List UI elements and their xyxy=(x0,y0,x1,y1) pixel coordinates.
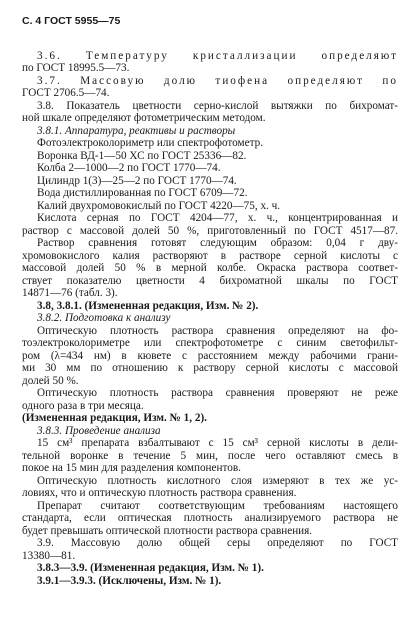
revision-note: (Измененная редакция, Изм. № 1, 2). xyxy=(22,412,207,424)
page-header: С. 4 ГОСТ 5955—75 xyxy=(22,15,121,27)
text-line: ной шкале определяют фотометрическим методом. xyxy=(22,112,266,124)
text-line: хромовокислого калия растворяют в растворе серной кислоты с xyxy=(22,250,398,262)
text-line: 13380—81. xyxy=(22,550,76,562)
text-line: ром (λ=434 нм) в кювете с расстоянием между рабочими грани- xyxy=(22,350,398,362)
text-line: Оптическую плотность кислотного слоя измеряют в тех же ус- xyxy=(37,475,398,487)
text-line: покое на 15 мин для разделения компонентов. xyxy=(22,462,241,474)
text-line: ловиях, что и оптическую плотность раствора сравнения. xyxy=(22,487,297,499)
text-line: 3.7. Массовую долю тиофена определяют по xyxy=(37,75,398,87)
revision-note: 3.8.3—3.9. (Измененная редакция, Изм. № 1). xyxy=(37,562,264,574)
section-heading: 3.8.1. Аппаратура, реактивы и растворы xyxy=(37,125,236,137)
text-line: Раствор сравнения готовят следующим образом: 0,04 г дву- xyxy=(37,237,398,249)
section-heading: 3.8.2. Подготовка к анализу xyxy=(37,312,171,324)
text-line: 3.8. Показатель цветности серно-кислой вытяжки по бихромат- xyxy=(37,100,398,112)
revision-note: 3.8, 3.8.1. (Измененная редакция, Изм. № 2). xyxy=(37,300,259,312)
text-line: по ГОСТ 18995.5—73. xyxy=(22,62,130,74)
text-line: будет превышать оптической плотности раствора сравнения. xyxy=(22,525,313,537)
text-line: 3.6. Температуру кристаллизации определяют xyxy=(37,50,398,62)
text-line: Воронка ВД-1—50 ХС по ГОСТ 25336—82. xyxy=(37,150,247,162)
text-line: 3.9. Массовую долю общей серы определяют по ГОСТ xyxy=(37,537,398,549)
text-line: Кислота серная по ГОСТ 4204—77, х. ч., концентрированная и xyxy=(37,212,398,224)
text-line: одного раза в три месяца. xyxy=(22,400,144,412)
text-line: Фотоэлектроколориметр или спектрофотометр. xyxy=(37,137,263,149)
text-line: долей 50 %. xyxy=(22,375,79,387)
section-heading: 3.8.3. Проведение анализа xyxy=(37,425,161,437)
text-line: Колба 2—1000—2 по ГОСТ 1770—74. xyxy=(37,162,221,174)
text-line: ГОСТ 2706.5—74. xyxy=(22,87,110,99)
text-line: Вода дистиллированная по ГОСТ 6709—72. xyxy=(37,187,248,199)
revision-note: 3.9.1—3.9.3. (Исключены, Изм. № 1). xyxy=(37,575,222,587)
text-line: Препарат считают соответствующим требованиям настоящего xyxy=(37,500,398,512)
text-line: Оптическую плотность раствора сравнения проверяют не реже xyxy=(37,387,398,399)
text-line: Цилиндр 1(3)—25—2 по ГОСТ 1770—74. xyxy=(37,175,237,187)
text-line: тоэлектроколориметре или спектрофотометре с синим светофильт- xyxy=(22,337,398,349)
text-line: массовой долей 50 % в мерной колбе. Окраска раствора соответ- xyxy=(22,262,398,274)
text-line: 14871—76 (табл. 3). xyxy=(22,287,118,299)
text-line: стандарта, если оптическая плотность анализируемого раствора не xyxy=(22,512,398,524)
text-line: 15 см³ препарата взбалтывают с 15 см³ серной кислоты в дели- xyxy=(37,437,398,449)
text-line: ми 30 мм по отношению к раствору серной кислоты с массовой xyxy=(22,362,398,374)
text-line: ствует показателю цветности 4 бихроматной шкалы по ГОСТ xyxy=(22,275,398,287)
text-line: Калий двухромовокислый по ГОСТ 4220—75, х. ч. xyxy=(37,200,281,212)
text-line: тельной воронке в течение 5 мин, после чего оставляют смесь в xyxy=(22,450,398,462)
text-line: Оптическую плотность раствора сравнения определяют на фо- xyxy=(37,325,398,337)
text-line: раствор с массовой долей 50 %, приготовленный по ГОСТ 4517—87. xyxy=(22,225,398,237)
